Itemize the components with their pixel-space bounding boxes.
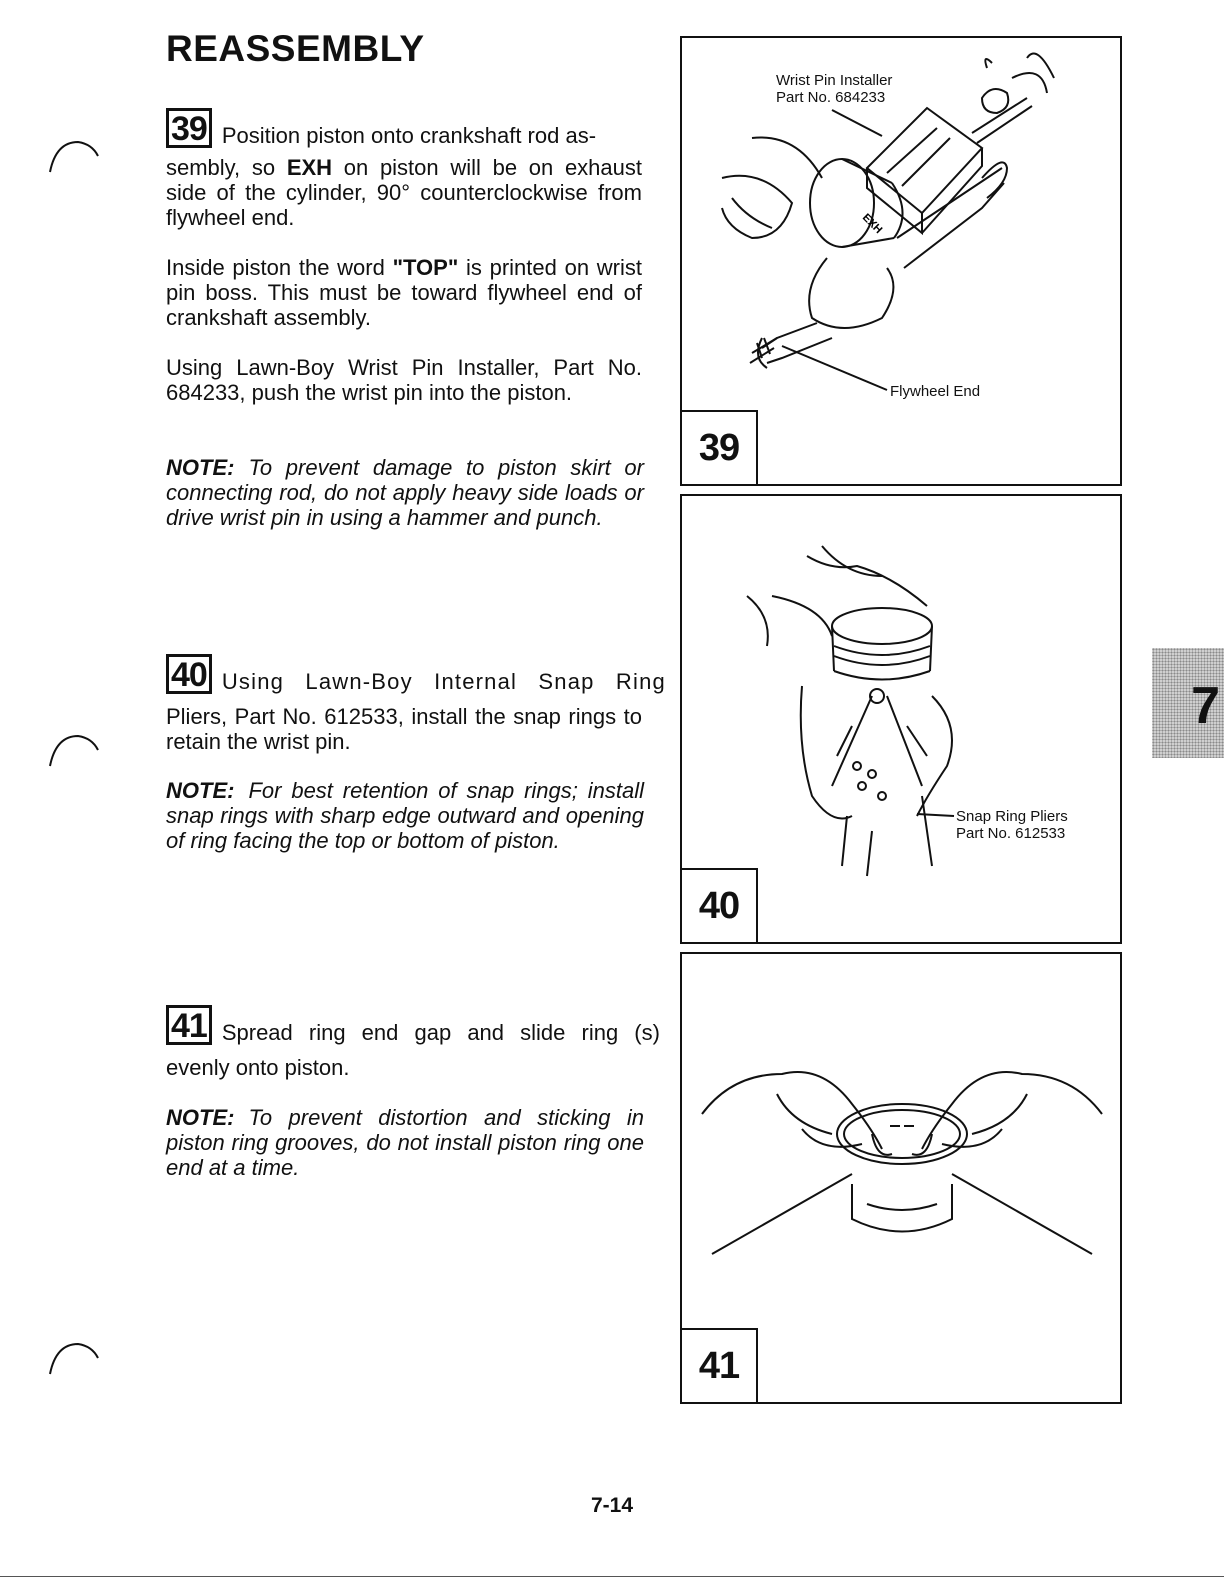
step-number-badge: 41 <box>166 1005 212 1045</box>
callout-line: Snap Ring Pliers <box>956 808 1068 825</box>
note-label: NOTE: <box>166 455 235 480</box>
callout-line: Wrist Pin Installer <box>776 72 893 89</box>
text-run: sembly, so <box>166 155 287 180</box>
note-text: To prevent distortion and sticking in piston ring grooves, do not install piston ring one end at a time. <box>166 1105 644 1180</box>
step-number-badge: 39 <box>166 108 212 148</box>
step-39-note <box>166 455 644 530</box>
figure-41-panel <box>680 952 1122 1404</box>
step-41-first-line: Spread ring end gap and slide ring (s) <box>221 1020 660 1045</box>
text-run: Inside piston the word <box>166 255 393 280</box>
text-run: is printed on wrist pin boss. This must be toward flywheel end of crankshaft assembly. <box>166 255 642 330</box>
step-40-heading <box>166 654 666 694</box>
step-39-paragraph-1 <box>166 155 642 230</box>
callout-wrist-pin-installer <box>776 72 892 106</box>
note-label: NOTE: <box>166 1105 235 1130</box>
section-tab-number: 7 <box>1191 677 1220 735</box>
figure-40-panel <box>680 494 1122 944</box>
callout-line: Part No. 684233 <box>776 89 886 106</box>
note-text: To prevent damage to piston skirt or connecting rod, do not apply heavy side loads or drive wrist pin in using a hammer and punch. <box>166 455 644 530</box>
step-39-heading <box>166 108 596 148</box>
step-40-paragraph: Pliers, Part No. 612533, install the snap rings to retain the wrist pin. <box>166 704 642 754</box>
step-40-note <box>166 778 644 853</box>
step-41-heading <box>166 1005 660 1045</box>
section-tab <box>1152 648 1224 758</box>
piston-exh-mark: EXH <box>859 211 885 237</box>
note-label: NOTE: <box>166 778 235 803</box>
note-text: For best retention of snap rings; install snap rings with sharp edge outward and opening of ring facing the top or bottom of piston. <box>166 778 644 853</box>
figure-39-panel <box>680 36 1122 486</box>
step-39-paragraph-3: Using Lawn-Boy Wrist Pin Installer, Part No. 684233, push the wrist pin into the piston. <box>166 355 642 405</box>
figure-number: 41 <box>682 1328 758 1402</box>
callout-snap-ring-pliers <box>956 808 1068 842</box>
step-41-note <box>166 1105 644 1180</box>
page-title: REASSEMBLY <box>166 28 425 69</box>
step-number-badge: 40 <box>166 654 212 694</box>
step-40-first-line: Using Lawn-Boy Internal Snap Ring <box>221 669 666 694</box>
callout-flywheel-end: Flywheel End <box>890 383 981 400</box>
figure-number: 40 <box>682 868 758 942</box>
step-39-first-line: Position piston onto crankshaft rod as- <box>221 123 597 148</box>
callout-line: Part No. 612533 <box>956 825 1066 842</box>
bold-run: "TOP" <box>392 255 459 280</box>
binder-hole-mark <box>46 134 102 174</box>
step-39-paragraph-2 <box>166 255 642 330</box>
text-run: on piston will be on exhaust side of the cylinder, 90° counterclockwise from flywheel end. <box>166 155 642 230</box>
bold-run: EXH <box>286 155 333 180</box>
binder-hole-mark <box>46 728 102 768</box>
figure-number: 39 <box>682 410 758 484</box>
step-41-paragraph: evenly onto piston. <box>166 1055 350 1080</box>
page-bottom-rule <box>0 1576 1224 1577</box>
binder-hole-mark <box>46 1336 102 1376</box>
page-number: 7-14 <box>590 1494 634 1517</box>
